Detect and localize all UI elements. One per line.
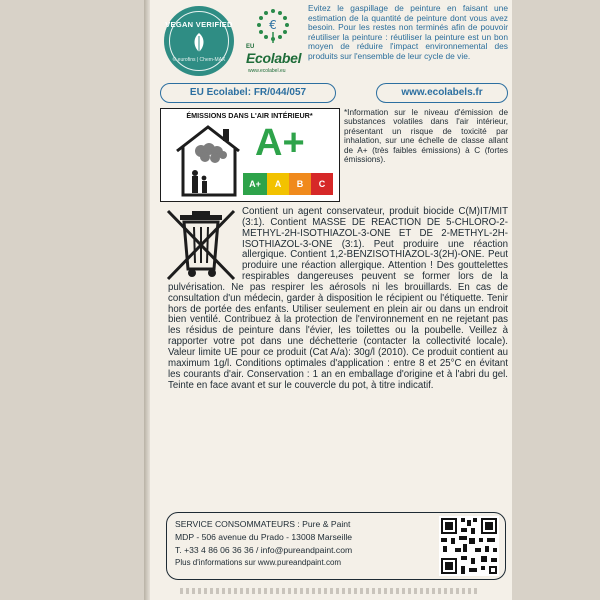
svg-text:€: € — [269, 18, 277, 32]
scale-a-plus: A+ — [243, 173, 267, 195]
ecolabel-name: Ecolabel — [246, 50, 302, 66]
label-bottom-edge — [180, 588, 480, 594]
scale-b: B — [289, 173, 311, 195]
service-line-2: MDP - 506 avenue du Prado - 13008 Marseille — [175, 532, 353, 542]
service-line-3: T. +33 4 86 06 36 36 / info@pureandpaint.com — [175, 545, 353, 555]
vegan-badge-subtitle: © eurofins | Chem-MAX — [172, 57, 226, 63]
vegan-verified-badge — [164, 6, 234, 76]
eu-ecolabel-logo — [242, 4, 304, 80]
safety-instructions-text: Contient un agent conservateur, produit biocide C(M)IT/MIT (3:1). Contient MASSE DE REACTION DE 5-CHLORO-2-METHYL-2H-ISOTHIAZOL-3-ONE ET DE 2-METHYL-2H-ISOTHIAZOL-3-ONE (3:1). Peut produire une réaction allergique. Contient 1,2-BENZISOTHIAZOL-3(2H)-ONE. Peut produire une réaction allergique. Attention ! Des gouttelettes respirables dangereuses peuvent se former lors de la pulvérisation. Ne pas respirer les aérosols ni les brouillards. En cas de consultation d'un médecin, garder à disposition le récipient ou l'étiquette. Tenir hors de portée des enfants. Utiliser seulement en plein air ou dans un endroit bien ventilé. Contribuez à la protection de l'environnement en ne rejetant pas les résidus de peinture dans l'évier, les toilettes ou la poubelle. Veillez à rapporter votre pot dans une déchetterie (contacter la collectivité locale). Valeur limite UE pour ce produit (Cat A/a): 30g/l (2010). Ce produit contient au maximum 1g/l. Conditions optimales d'application : entre 8 et 25°C en évitant les courants d'air. Conservation : 1 an en emballage d'origine et à l'abri du gel. Teinte en face avant et sur le couvercle du pot, à titre indicatif. — [168, 206, 508, 391]
qr-code-icon — [439, 516, 499, 576]
ecolabel-code-pill: EU Ecolabel: FR/044/057 — [160, 83, 336, 103]
bin-space — [168, 207, 242, 281]
ecolabel-url: www.ecolabel.eu — [248, 68, 286, 74]
ecolabel-prefix: EU — [246, 44, 255, 50]
emissions-note: *Information sur le niveau d'émission de substances volatiles dans l'air intérieur, présentant un risque de toxicité par inhalation, sur une échelle de classe allant de A+ (très faibles émissions) à C (fortes émissions). — [344, 108, 508, 165]
ecolabel-site-pill: www.ecolabels.fr — [376, 83, 508, 103]
service-line-1: SERVICE CONSOMMATEURS : Pure & Paint — [175, 519, 351, 529]
indoor-emissions-label — [160, 108, 340, 202]
leaf-icon — [191, 32, 207, 54]
ecolabel-flower-icon — [254, 6, 292, 44]
house-family-icon — [173, 121, 243, 197]
service-line-4: Plus d'informations sur www.pureandpaint.com — [175, 558, 342, 567]
scale-c: C — [311, 173, 333, 195]
scale-a: A — [267, 173, 289, 195]
emissions-title: ÉMISSIONS DANS L'AIR INTÉRIEUR* — [186, 111, 313, 120]
consumer-service-box — [166, 512, 506, 580]
intro-text: Evitez le gaspillage de peinture en faisant une estimation de la quantité de peinture dont vous avez besoin. Pour les restes non terminés afin de pouvoir réutiliser la peinture : réutiliser la peinture est un bon moyen de réduire l'impact environnemental des produits sur l'ensemble de leur cycle de vie. — [308, 3, 508, 61]
emissions-scale — [243, 173, 333, 195]
vegan-badge-title: VEGAN VERIFIED — [165, 20, 233, 29]
emissions-grade: A+ — [255, 122, 305, 164]
safety-instructions — [168, 207, 508, 391]
